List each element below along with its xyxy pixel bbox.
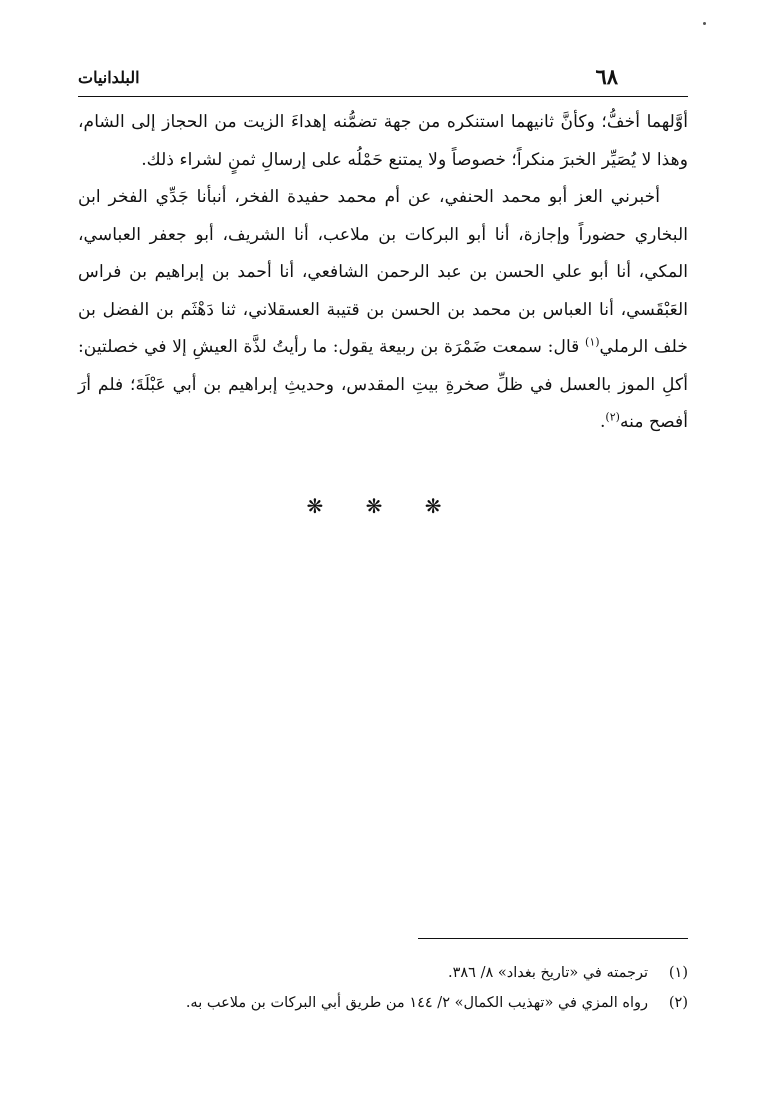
section-separator-stars: ❋ ❋ ❋ xyxy=(306,494,460,518)
footnote-divider xyxy=(418,938,688,939)
footnote-reference-1: (١) xyxy=(585,335,600,349)
main-text xyxy=(78,104,688,442)
page-header xyxy=(78,60,688,97)
paragraph-hadith-text: قال: سمعت ضَمْرَة بن ربيعة يقول: ما رأيتُ لذَّة العيشِ إلا في خصلتين: أكلِ الموز بالعسل في ظلِّ صخرةِ بيتِ المقدس، وحديثِ إبراهيم بن أبي عَبْلَةَ؛ فلم أرَ أفصح منه xyxy=(78,337,688,432)
footnote-2 xyxy=(78,988,688,1018)
footnote-marker: (١) xyxy=(668,965,688,981)
scan-speck xyxy=(703,22,706,25)
paragraph-continued: أوَّلهما أخفُّ؛ وكأنَّ ثانيهما استنكره من جهة تضمُّنه إهداءَ الزيت من الحجاز إلى الشام، وهذا لا يُصَيِّر الخبرَ منكراً؛ خصوصاً ولا يمتنع حَمْلُه على إرسالِ ثمنٍ لشراء ذلك. xyxy=(78,112,688,170)
footnote-1 xyxy=(78,958,688,988)
footnote-marker: (٢) xyxy=(668,995,688,1011)
footnotes xyxy=(78,958,688,1018)
running-title: البلدانيات xyxy=(78,68,140,87)
paragraph-hadith xyxy=(78,179,688,442)
footnote-reference-2: (٢) xyxy=(605,410,620,424)
page-number: ٦٨ xyxy=(595,64,618,89)
paragraph-hadith-chain: أخبرني العز أبو محمد الحنفي، عن أم محمد حفيدة الفخر، أنبأنا جَدِّي الفخر ابن البخاري حضوراً وإجازة، أنا أبو البركات بن ملاعب، أنا الشريف، أبو جعفر العباسي، المكي، أنا أبو علي الحسن بن عبد الرحمن الشافعي، أنا أحمد بن إبراهيم بن فراس العَبْقَسي، أنا العباس بن محمد بن الحسن بن قتيبة العسقلاني، ثنا دَهْثَم بن الفضل بن خلف الرملي xyxy=(78,187,688,357)
footnote-text: ترجمته في «تاريخ بغداد» ٨/ ٣٨٦. xyxy=(448,965,648,981)
footnote-text: رواه المزي في «تهذيب الكمال» ٢/ ١٤٤ من طريق أبي البركات بن ملاعب به. xyxy=(185,995,648,1011)
paragraph-hadith-end: . xyxy=(599,412,606,432)
